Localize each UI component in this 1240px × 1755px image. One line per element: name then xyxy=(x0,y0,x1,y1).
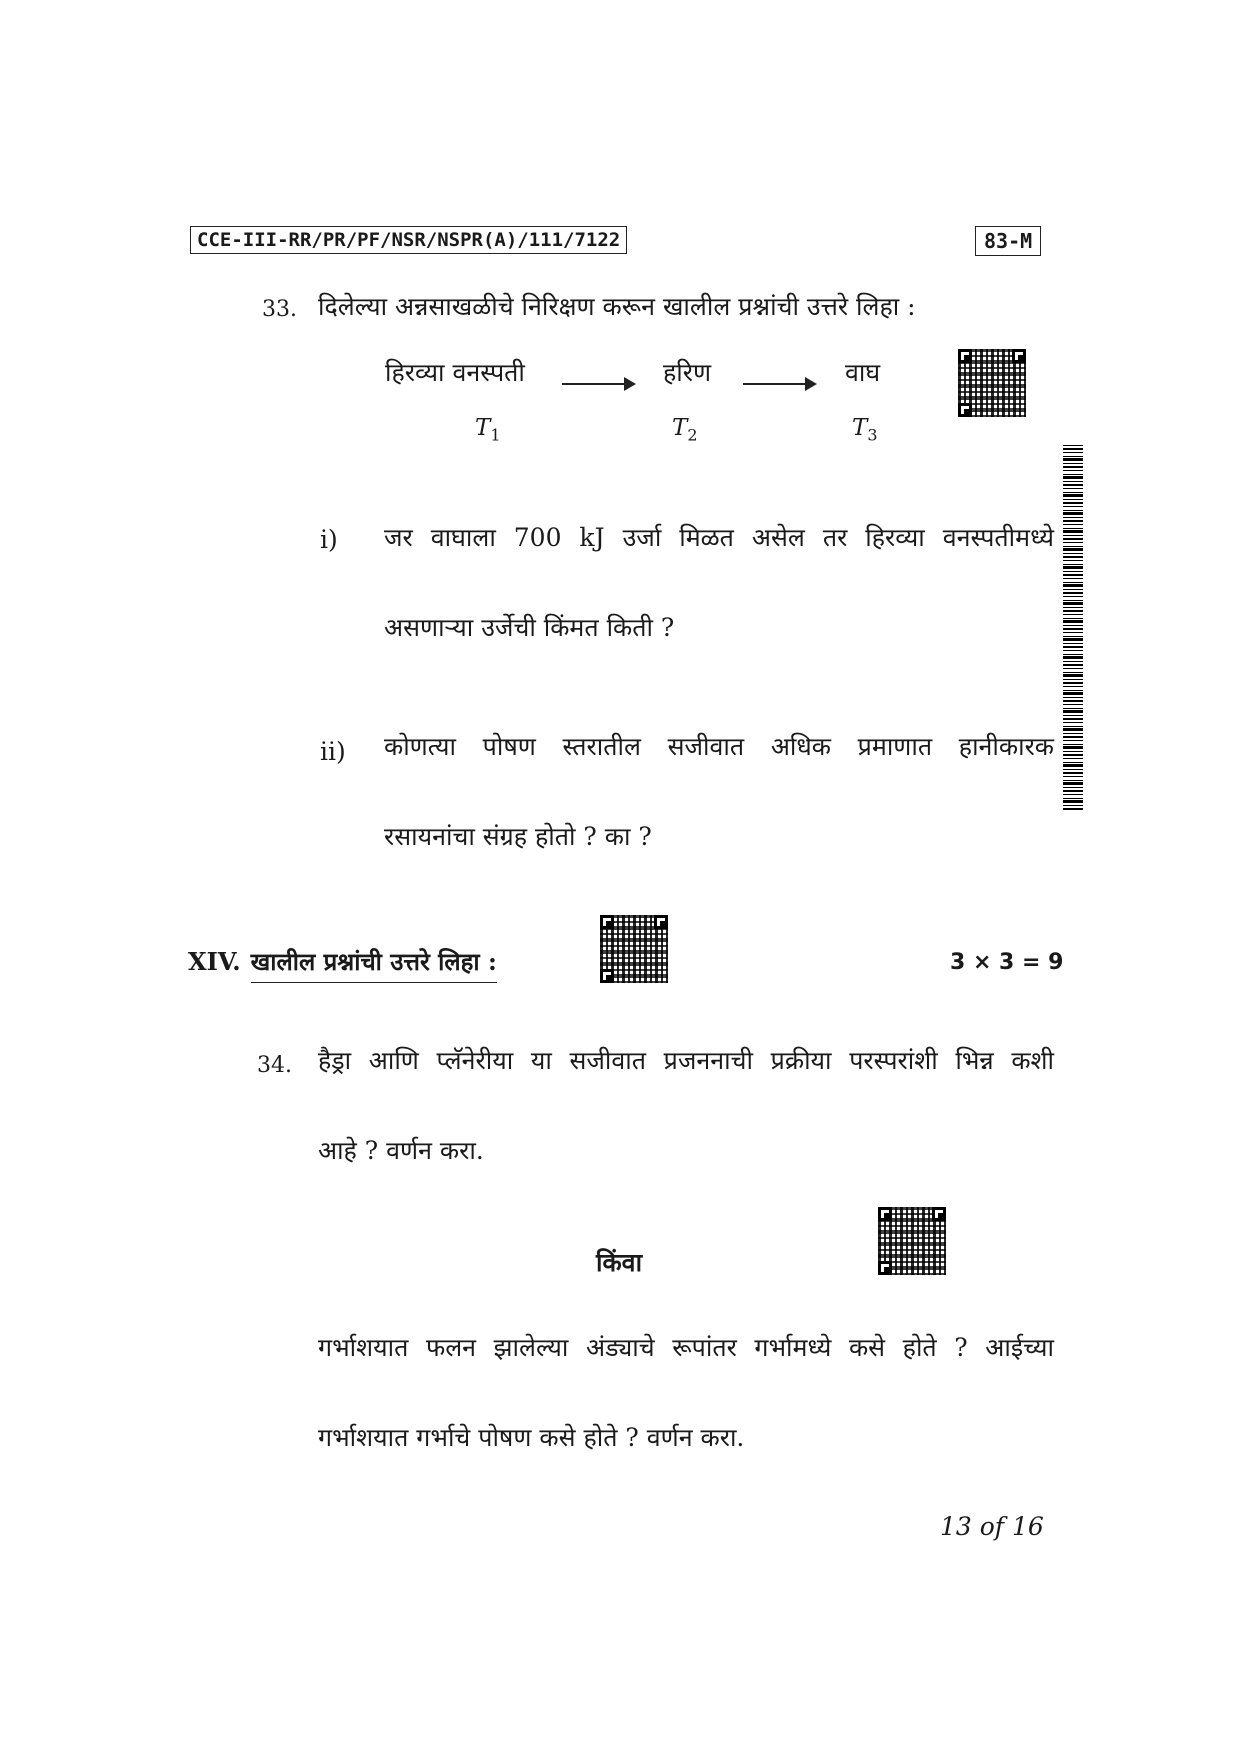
arrow-right-icon xyxy=(562,383,634,385)
food-chain-item-3: वाघ xyxy=(845,358,881,387)
barcode-icon xyxy=(1063,444,1083,810)
section-marks: 3 × 3 = 9 xyxy=(950,950,1064,975)
or-label: किंवा xyxy=(596,1248,643,1277)
question-number-33: 33. xyxy=(262,297,297,322)
sub-question-ii-line-1: कोणत्या पोषण स्तरातील सजीवात अधिक प्रमाणात हानीकारक xyxy=(384,732,1054,761)
arrow-right-icon xyxy=(743,383,815,385)
qr-code-icon xyxy=(878,1207,946,1275)
question-33-prompt: दिलेल्या अन्नसाखळीचे निरिक्षण करून खालील प्रश्नांची उत्तरे लिहा : xyxy=(318,292,916,321)
qr-code-icon xyxy=(958,349,1026,417)
sub-question-ii-line-2: रसायनांचा संग्रह होतो ? का ? xyxy=(384,822,652,851)
section-title: खालील प्रश्नांची उत्तरे लिहा : xyxy=(251,947,497,983)
trophic-level-label-2: $T_2$ xyxy=(672,415,698,445)
food-chain-item-1: हिरव्या वनस्पती xyxy=(385,358,525,387)
paper-code: 83-M xyxy=(975,226,1041,256)
section-numeral: XIV. xyxy=(188,947,241,976)
question-34-line-2: आहे ? वर्णन करा. xyxy=(318,1136,484,1165)
question-34-line-1: हैड्रा आणि प्लॅनेरीया या सजीवात प्रजननाची प्रक्रीया परस्परांशी भिन्न कशी xyxy=(318,1046,1054,1075)
sub-question-i-line-1: जर वाघाला 700 kJ उर्जा मिळत असेल तर हिरव्या वनस्पतीमध्ये xyxy=(384,523,1054,552)
qr-code-icon xyxy=(600,915,668,983)
exam-code: CCE-III-RR/PR/PF/NSR/NSPR(A)/111/7122 xyxy=(190,226,627,254)
question-number-34: 34. xyxy=(257,1053,292,1078)
page-number: 13 of 16 xyxy=(940,1512,1044,1541)
alternate-question-line-2: गर्भाशयात गर्भाचे पोषण कसे होते ? वर्णन करा. xyxy=(318,1423,745,1452)
sub-question-label-i: i) xyxy=(320,525,338,554)
alternate-question-line-1: गर्भाशयात फलन झालेल्या अंड्याचे रूपांतर गर्भामध्ये कसे होते ? आईच्या xyxy=(318,1333,1054,1362)
food-chain-item-2: हरिण xyxy=(663,358,712,387)
sub-question-i-line-2: असणाऱ्या उर्जेची किंमत किती ? xyxy=(384,613,675,642)
sub-question-label-ii: ii) xyxy=(320,737,346,766)
trophic-level-label-3: $T_3$ xyxy=(852,415,878,445)
trophic-level-label-1: $T_1$ xyxy=(475,415,501,445)
section-heading xyxy=(188,945,497,978)
